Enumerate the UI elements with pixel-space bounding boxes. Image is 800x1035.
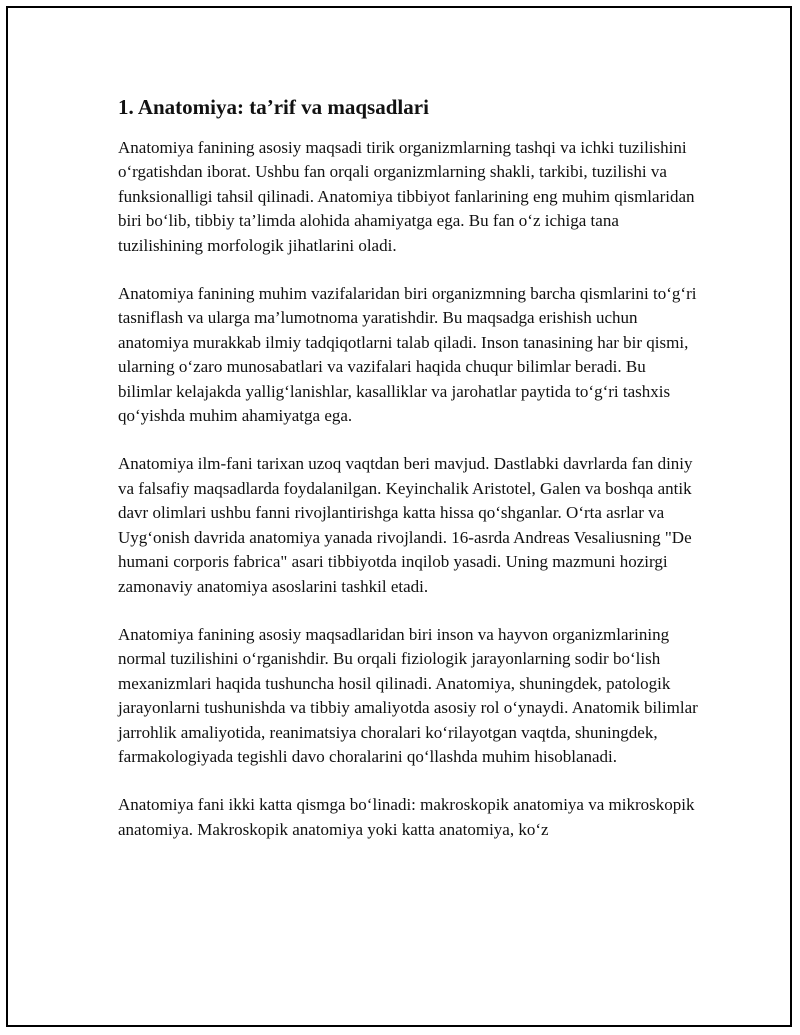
paragraph-history: Anatomiya ilm-fani tarixan uzoq vaqtdan beri mavjud. Dastlabki davrlarda fan diniy va falsafiy maqsadlarda foydalanilgan. Keyinchalik Aristotel, Galen va boshqa antik davr olimlari ushbu fanni rivojlantirishga katta hissa qo‘shganlar. O‘rta asrlar va Uyg‘onish davrida anatomiya yanada rivojlandi. 16-asrda Andreas Vesaliusning "De humani corporis fabrica" asari tibbiyotda inqilob yasadi. Uning mazmuni hozirgi zamonaviy anatomiya asoslarini tashkil etadi. <box>118 454 693 596</box>
document-body <box>118 94 698 866</box>
paragraph-definition: Anatomiya fanining asosiy maqsadi tirik organizmlarning tashqi va ichki tuzilishini o‘rgatishdan iborat. Ushbu fan orqali organizmlarning shakli, tarkibi, tuzilishi va funksionalligi tahsil qilinadi. Anatomiya tibbiyot fanlarining eng muhim qismlaridan biri bo‘lib, tibbiy ta’limda alohida ahamiyatga ega. Bu fan o‘z ichiga tana tuzilishining morfologik jihatlarini oladi. <box>118 138 695 255</box>
paragraph-divisions: Anatomiya fani ikki katta qismga bo‘linadi: makroskopik anatomiya va mikroskopik anatomiya. Makroskopik anatomiya yoki katta anatomiya, ko‘z <box>118 795 695 839</box>
paragraph-tasks: Anatomiya fanining muhim vazifalaridan biri organizmning barcha qismlarini to‘g‘ri tasniflash va ularga ma’lumotnoma yaratishdir. Bu maqsadga erishish uchun anatomiya murakkab ilmiy tadqiqotlarni talab qiladi. Inson tanasining har bir qismi, ularning o‘zaro munosabatlari va vazifalari haqida chuqur bilimlar beradi. Bu bilimlar kelajakda yallig‘lanishlar, kasalliklar va jarohatlar paytida to‘g‘ri tashxis qo‘yishda muhim ahamiyatga ega. <box>118 284 697 426</box>
paragraph-goals: Anatomiya fanining asosiy maqsadlaridan biri inson va hayvon organizmlarining normal tuzilishini o‘rganishdir. Bu orqali fiziologik jarayonlarning sodir bo‘lish mexanizmlari haqida tushuncha hosil qilinadi. Anatomiya, shuningdek, patologik jarayonlarni tushunishda va tibbiy amaliyotda asosiy rol o‘ynaydi. Anatomik bilimlar jarrohlik amaliyotida, reanimatsiya choralari ko‘rilayotgan vaqtda, shuningdek, farmakologiyada tegishli davo choralarini qo‘llashda muhim hisoblanadi. <box>118 624 698 766</box>
section-heading: 1. Anatomiya: ta’rif va maqsadlari <box>118 95 429 119</box>
